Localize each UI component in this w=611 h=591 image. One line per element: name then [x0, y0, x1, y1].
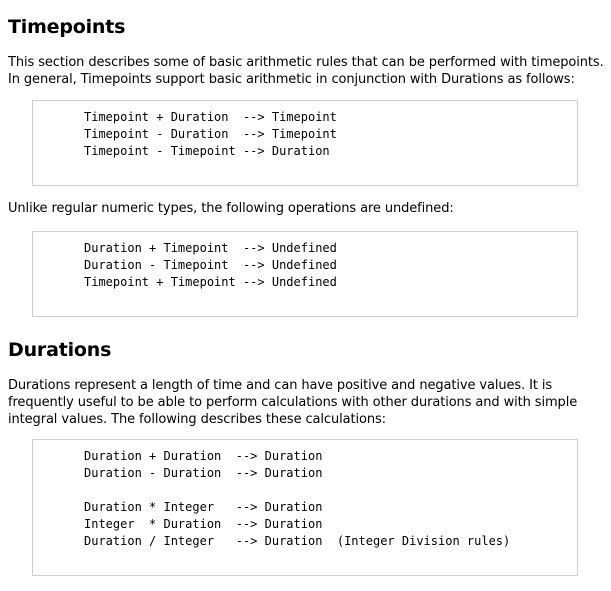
durations-intro: Durations represent a length of time and can have positive and negative values. It is frequently useful to be able to perform calculations with other durations and with simple integral values. The following describes these calculations: — [8, 378, 578, 427]
heading-timepoints: Timepoints — [8, 16, 126, 38]
undefined-operations-text: Unlike regular numeric types, the following operations are undefined: — [8, 201, 454, 216]
code-block-timepoint-arithmetic — [32, 100, 578, 186]
code-timepoint-arithmetic: Timepoint + Duration --> Timepoint Timepoint - Duration --> Timepoint Timepoint - Timepoint --> Duration — [84, 110, 337, 158]
code-duration-arithmetic: Duration + Duration --> Duration Duration - Duration --> Duration Duration * Integer --> Duration Integer * Duration --> Duration Duration / Integer --> Duration (Integer Division rules) — [84, 449, 511, 548]
timepoints-intro: This section describes some of basic arithmetic rules that can be performed with timepoints. In general, Timepoints support basic arithmetic in conjunction with Durations as follows: — [8, 55, 604, 87]
code-block-undefined-operations — [32, 231, 578, 317]
code-block-duration-arithmetic — [32, 439, 578, 576]
code-undefined-operations: Duration + Timepoint --> Undefined Duration - Timepoint --> Undefined Timepoint + Timepoint --> Undefined — [84, 241, 337, 289]
heading-durations: Durations — [8, 339, 112, 361]
